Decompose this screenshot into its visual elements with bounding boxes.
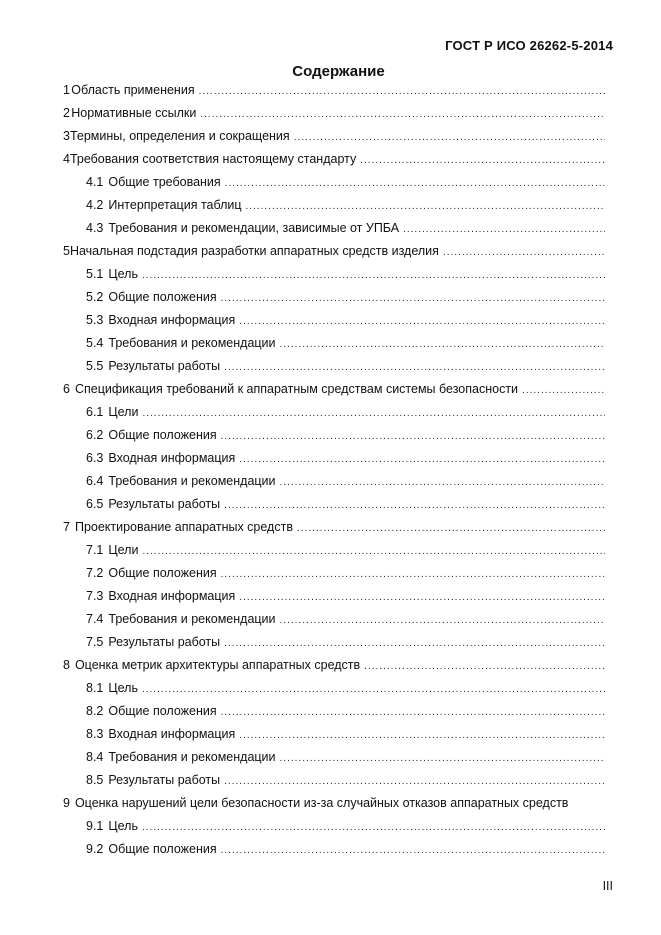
toc-entry-label: Оценка метрик архитектуры аппаратных средств (74, 658, 361, 672)
toc-entry-number: 8.2 (86, 704, 104, 718)
toc-entry[interactable] (63, 746, 605, 769)
toc-entry-label: Результаты работы (108, 497, 221, 511)
toc-entry-label: Требования и рекомендации (108, 336, 276, 350)
toc-entry-label: Требования и рекомендации (108, 750, 276, 764)
toc-entry-number: 6.4 (86, 474, 104, 488)
dot-leader (221, 425, 605, 447)
toc-entry[interactable] (63, 562, 605, 585)
toc-entry-label: Термины, определения и сокращения (69, 129, 290, 143)
toc-entry[interactable] (63, 539, 605, 562)
toc-entry-label: Область применения (71, 83, 195, 97)
dot-leader (224, 770, 605, 792)
toc-entry[interactable] (63, 631, 605, 654)
toc-entry[interactable] (63, 217, 605, 240)
toc-entry-label: Цели (108, 405, 139, 419)
standard-code: ГОСТ Р ИСО 26262-5-2014 (445, 38, 613, 53)
toc-entry-label: Входная информация (108, 451, 236, 465)
toc-entry[interactable] (63, 516, 605, 539)
dot-leader (360, 149, 605, 171)
dot-leader (403, 218, 605, 240)
toc-entry[interactable] (63, 401, 605, 424)
toc-entry-number: 6.5 (86, 497, 104, 511)
toc-entry-number: 8.5 (86, 773, 104, 787)
toc-entry-number: 8.3 (86, 727, 104, 741)
toc-entry-label: Цель (108, 681, 138, 695)
toc-entry[interactable] (63, 447, 605, 470)
toc-entry-number: 6.1 (86, 405, 104, 419)
toc-entry-number: 9 (63, 796, 70, 810)
toc-entry[interactable] (63, 378, 605, 401)
toc-entry-label: Входная информация (108, 589, 236, 603)
toc-entry[interactable] (63, 493, 605, 516)
toc-entry-label: Оценка нарушений цели безопасности из-за случайных отказов аппаратных средств (74, 796, 569, 810)
toc-entry-number: 8.4 (86, 750, 104, 764)
toc-entry-number: 8.1 (86, 681, 104, 695)
toc-entry-label: Общие требования (108, 175, 221, 189)
toc-entry-label: Интерпретация таблиц (108, 198, 242, 212)
dot-leader (239, 586, 605, 608)
toc-entry-label: Нормативные ссылки (71, 106, 197, 120)
toc-entry[interactable] (63, 309, 605, 332)
toc-entry[interactable] (63, 470, 605, 493)
toc-entry-label: Проектирование аппаратных средств (74, 520, 293, 534)
dot-leader (280, 609, 605, 631)
toc-entry-number: 5 (63, 244, 70, 258)
toc-entry-number: 4 (63, 152, 70, 166)
dot-leader (225, 172, 605, 194)
toc-entry-label: Общие положения (108, 290, 217, 304)
toc-entry-number: 7.3 (86, 589, 104, 603)
toc-entry-label: Цели (108, 543, 139, 557)
toc-entry[interactable] (63, 102, 605, 125)
toc-entry[interactable] (63, 355, 605, 378)
dot-leader (221, 701, 605, 723)
toc-entry-label: Входная информация (108, 727, 236, 741)
toc-entry[interactable] (63, 769, 605, 792)
dot-leader (199, 80, 605, 102)
toc-entry[interactable] (63, 585, 605, 608)
toc-entry-number: 6.3 (86, 451, 104, 465)
toc-entry[interactable] (63, 171, 605, 194)
toc-entry[interactable] (63, 815, 605, 838)
toc-entry-label: Результаты работы (108, 359, 221, 373)
dot-leader (142, 816, 605, 838)
dot-leader (294, 126, 605, 148)
toc-entry-label: Общие положения (108, 842, 217, 856)
toc-entry-number: 1 (63, 83, 70, 97)
toc-entry-label: Начальная подстадия разработки аппаратных средств изделия (69, 244, 439, 258)
dot-leader (221, 563, 605, 585)
toc-entry-label: Требования и рекомендации, зависимые от УПБА (108, 221, 400, 235)
table-of-contents (63, 79, 605, 861)
dot-leader (239, 310, 605, 332)
toc-entry-number: 2 (63, 106, 70, 120)
dot-leader (246, 195, 605, 217)
dot-leader (224, 632, 605, 654)
toc-entry[interactable] (63, 608, 605, 631)
toc-entry-label: Цель (108, 819, 138, 833)
dot-leader (221, 839, 605, 861)
toc-entry-number: 4.1 (86, 175, 104, 189)
dot-leader (280, 471, 605, 493)
toc-entry-number: 5.3 (86, 313, 104, 327)
toc-entry-number: 7 (63, 520, 70, 534)
dot-leader (239, 724, 605, 746)
toc-entry[interactable] (63, 723, 605, 746)
dot-leader (221, 287, 605, 309)
toc-entry-number: 7.2 (86, 566, 104, 580)
toc-entry-number: 9.2 (86, 842, 104, 856)
dot-leader (364, 655, 605, 677)
page-number: III (602, 879, 613, 893)
toc-entry[interactable] (63, 286, 605, 309)
toc-entry-number: 5.1 (86, 267, 104, 281)
toc-entry-number: 5.4 (86, 336, 104, 350)
toc-entry-label: Цель (108, 267, 138, 281)
toc-entry[interactable] (63, 424, 605, 447)
toc-entry-number: 7.4 (86, 612, 104, 626)
toc-entry-number: 5.2 (86, 290, 104, 304)
toc-entry-label: Входная информация (108, 313, 236, 327)
toc-entry-label: Результаты работы (108, 635, 221, 649)
dot-leader (522, 379, 605, 401)
dot-leader (224, 494, 605, 516)
dot-leader (443, 241, 605, 263)
dot-leader (200, 103, 605, 125)
toc-entry-label: Общие положения (108, 428, 217, 442)
dot-leader (280, 333, 605, 355)
dot-leader (280, 747, 605, 769)
toc-entry[interactable] (63, 240, 605, 263)
toc-entry[interactable] (63, 79, 605, 102)
toc-entry-label: Общие положения (108, 566, 217, 580)
toc-entry[interactable] (63, 332, 605, 355)
toc-entry-label: Требования и рекомендации (108, 474, 276, 488)
toc-entry[interactable] (63, 700, 605, 723)
toc-entry[interactable] (63, 125, 605, 148)
dot-leader (142, 264, 605, 286)
toc-entry-number: 7.1 (86, 543, 104, 557)
toc-entry-label: Результаты работы (108, 773, 221, 787)
toc-entry[interactable] (63, 148, 605, 171)
toc-entry-label: Общие положения (108, 704, 217, 718)
dot-leader (142, 678, 605, 700)
toc-entry[interactable] (63, 654, 605, 677)
toc-entry-number: 4.3 (86, 221, 104, 235)
dot-leader (224, 356, 605, 378)
toc-entry[interactable] (63, 792, 605, 815)
toc-entry-number: 8 (63, 658, 70, 672)
dot-leader (239, 448, 605, 470)
toc-entry[interactable] (63, 677, 605, 700)
toc-entry-label: Требования соответствия настоящему стандарту (69, 152, 357, 166)
dot-leader (297, 517, 605, 539)
toc-entry-label: Требования и рекомендации (108, 612, 276, 626)
toc-title: Содержание (292, 63, 385, 80)
toc-entry-number: 4.2 (86, 198, 104, 212)
toc-entry-number: 7.5 (86, 635, 104, 649)
dot-leader (142, 540, 605, 562)
toc-entry-label: Спецификация требований к аппаратным средствам системы безопасности (74, 382, 519, 396)
dot-leader (142, 402, 605, 424)
toc-entry-number: 6.2 (86, 428, 104, 442)
toc-entry-number: 6 (63, 382, 70, 396)
toc-entry-number: 9.1 (86, 819, 104, 833)
toc-entry-number: 3 (63, 129, 70, 143)
toc-entry-number: 5.5 (86, 359, 104, 373)
toc-entry[interactable] (63, 194, 605, 217)
toc-entry[interactable] (63, 838, 605, 861)
toc-entry[interactable] (63, 263, 605, 286)
